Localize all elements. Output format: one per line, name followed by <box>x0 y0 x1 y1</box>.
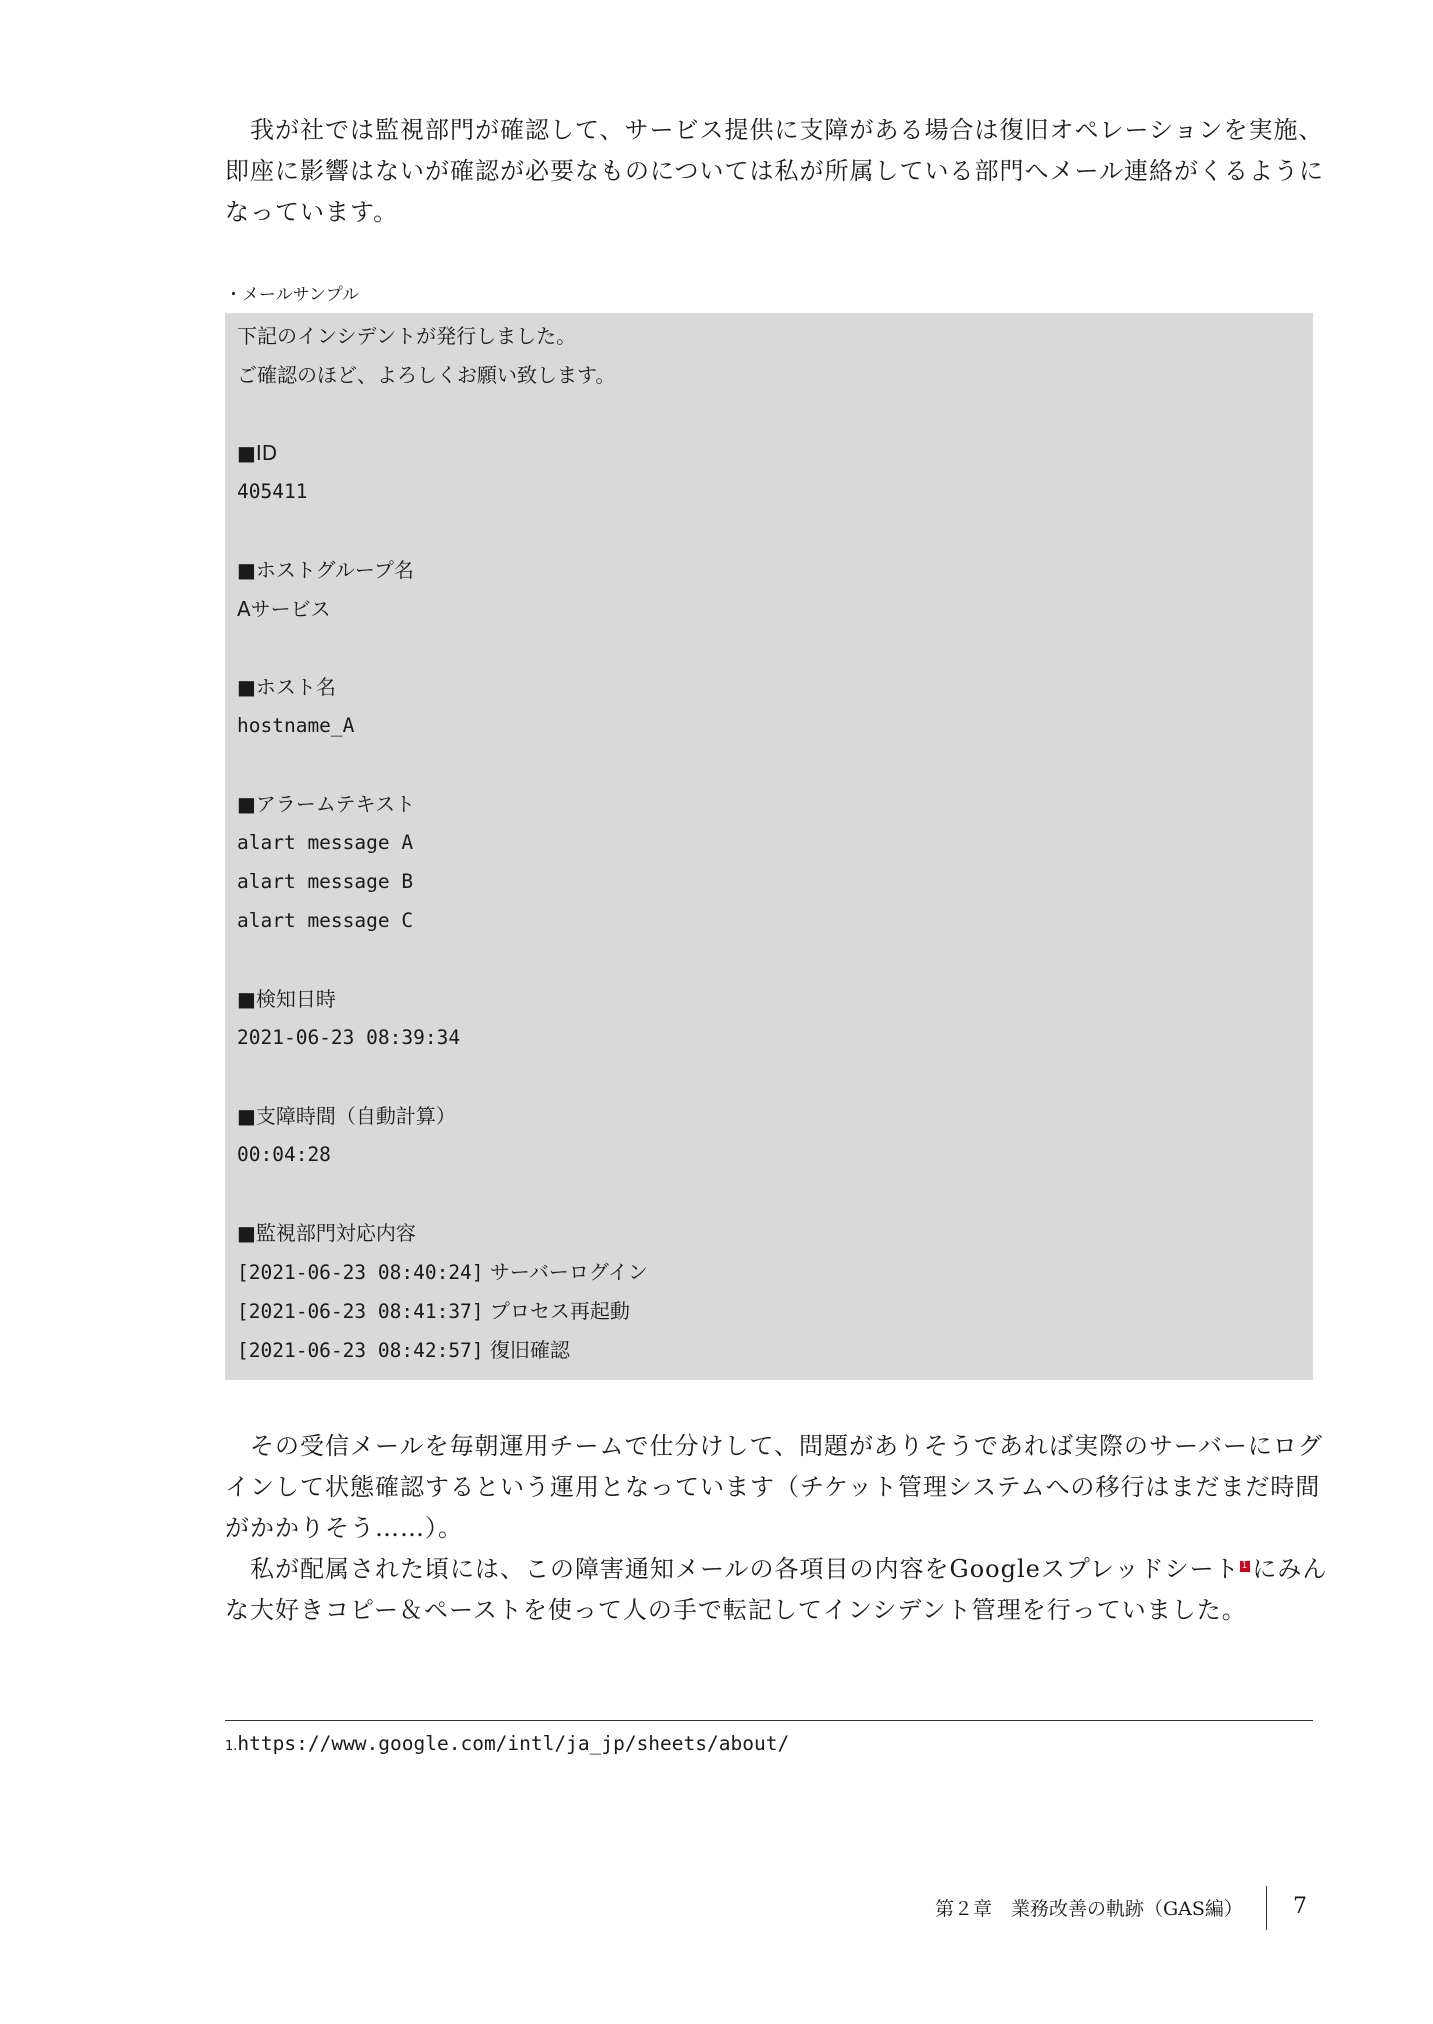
response-time: [2021-06-23 08:42:57] <box>237 1339 484 1362</box>
mail-response-line <box>237 1296 630 1327</box>
intro-line: 我が社では監視部門が確認して、サービス提供に支障がある場合は復旧オペレーションを実施、 <box>225 116 1324 144</box>
mail-greeting-line: ご確認のほど、よろしくお願い致します。 <box>237 363 616 387</box>
body-line: がかかりそう……）。 <box>225 1514 463 1542</box>
footnote-number: 1. <box>225 1739 238 1754</box>
mail-alarm-value: alart message B <box>237 870 414 893</box>
body-paragraph-1 <box>225 1426 1323 1549</box>
mail-downtime-value: 00:04:28 <box>237 1143 331 1166</box>
footnote-reference[interactable]: 1 <box>1241 1561 1249 1571</box>
mail-alarm-value: alart message A <box>237 831 414 854</box>
intro-line: 即座に影響はないが確認が必要なものについては私が所属している部門へメール連絡がくるように <box>225 157 1325 185</box>
response-action: 復旧確認 <box>489 1338 570 1362</box>
body-text: 私が配属された頃には、この障害通知メールの各項目の内容をGoogleスプレッドシート <box>225 1555 1240 1583</box>
mail-hostgroup-value: Aサービス <box>237 597 331 621</box>
mail-downtime-heading: ■支障時間（自動計算） <box>237 1104 456 1128</box>
body-line: な大好きコピー＆ペーストを使って人の手で転記してインシデント管理を行っていました。 <box>225 1596 1247 1624</box>
mail-greeting-line: 下記のインシデントが発行しました。 <box>237 324 577 348</box>
mail-detected-value: 2021-06-23 08:39:34 <box>237 1026 461 1049</box>
body-paragraph-2 <box>225 1549 1328 1631</box>
mail-alarm-value: alart message C <box>237 909 414 932</box>
mail-host-heading: ■ホスト名 <box>237 675 336 699</box>
mail-response-heading: ■監視部門対応内容 <box>237 1221 416 1245</box>
footnote-url-link[interactable]: https://www.google.com/intl/ja_jp/sheets/about/ <box>237 1732 790 1755</box>
footer-divider <box>1266 1886 1267 1930</box>
mail-response-line <box>237 1335 570 1366</box>
body-line <box>225 1549 1328 1590</box>
response-time: [2021-06-23 08:40:24] <box>237 1261 484 1284</box>
running-footer-title: 第２章 業務改善の軌跡（GAS編） <box>935 1898 1243 1920</box>
mail-sample-block <box>225 313 1313 1380</box>
mail-id-heading: ■ID <box>237 441 278 465</box>
page-number: 7 <box>1293 1894 1307 1919</box>
response-action: プロセス再起動 <box>489 1299 630 1323</box>
mail-response-line <box>237 1257 648 1288</box>
response-time: [2021-06-23 08:41:37] <box>237 1300 484 1323</box>
body-line: その受信メールを毎朝運用チームで仕分けして、問題がありそうであれば実際のサーバーにログ <box>225 1432 1323 1460</box>
response-action: サーバーログイン <box>489 1260 648 1284</box>
intro-paragraph <box>225 110 1325 233</box>
mail-id-value: 405411 <box>237 480 308 503</box>
mail-hostgroup-heading: ■ホストグループ名 <box>237 558 414 582</box>
mail-host-value: hostname_A <box>237 714 355 737</box>
mail-detected-heading: ■検知日時 <box>237 987 336 1011</box>
footnote-divider <box>225 1720 1313 1721</box>
body-text: にみん <box>1252 1555 1328 1583</box>
footnote <box>225 1728 789 1762</box>
body-line: インして状態確認するという運用となっています（チケット管理システムへの移行はまだまだ時間 <box>225 1473 1321 1501</box>
intro-line: なっています。 <box>225 198 399 226</box>
mail-alarm-heading: ■アラームテキスト <box>237 792 416 816</box>
mail-sample-caption: ・メールサンプル <box>225 285 360 305</box>
